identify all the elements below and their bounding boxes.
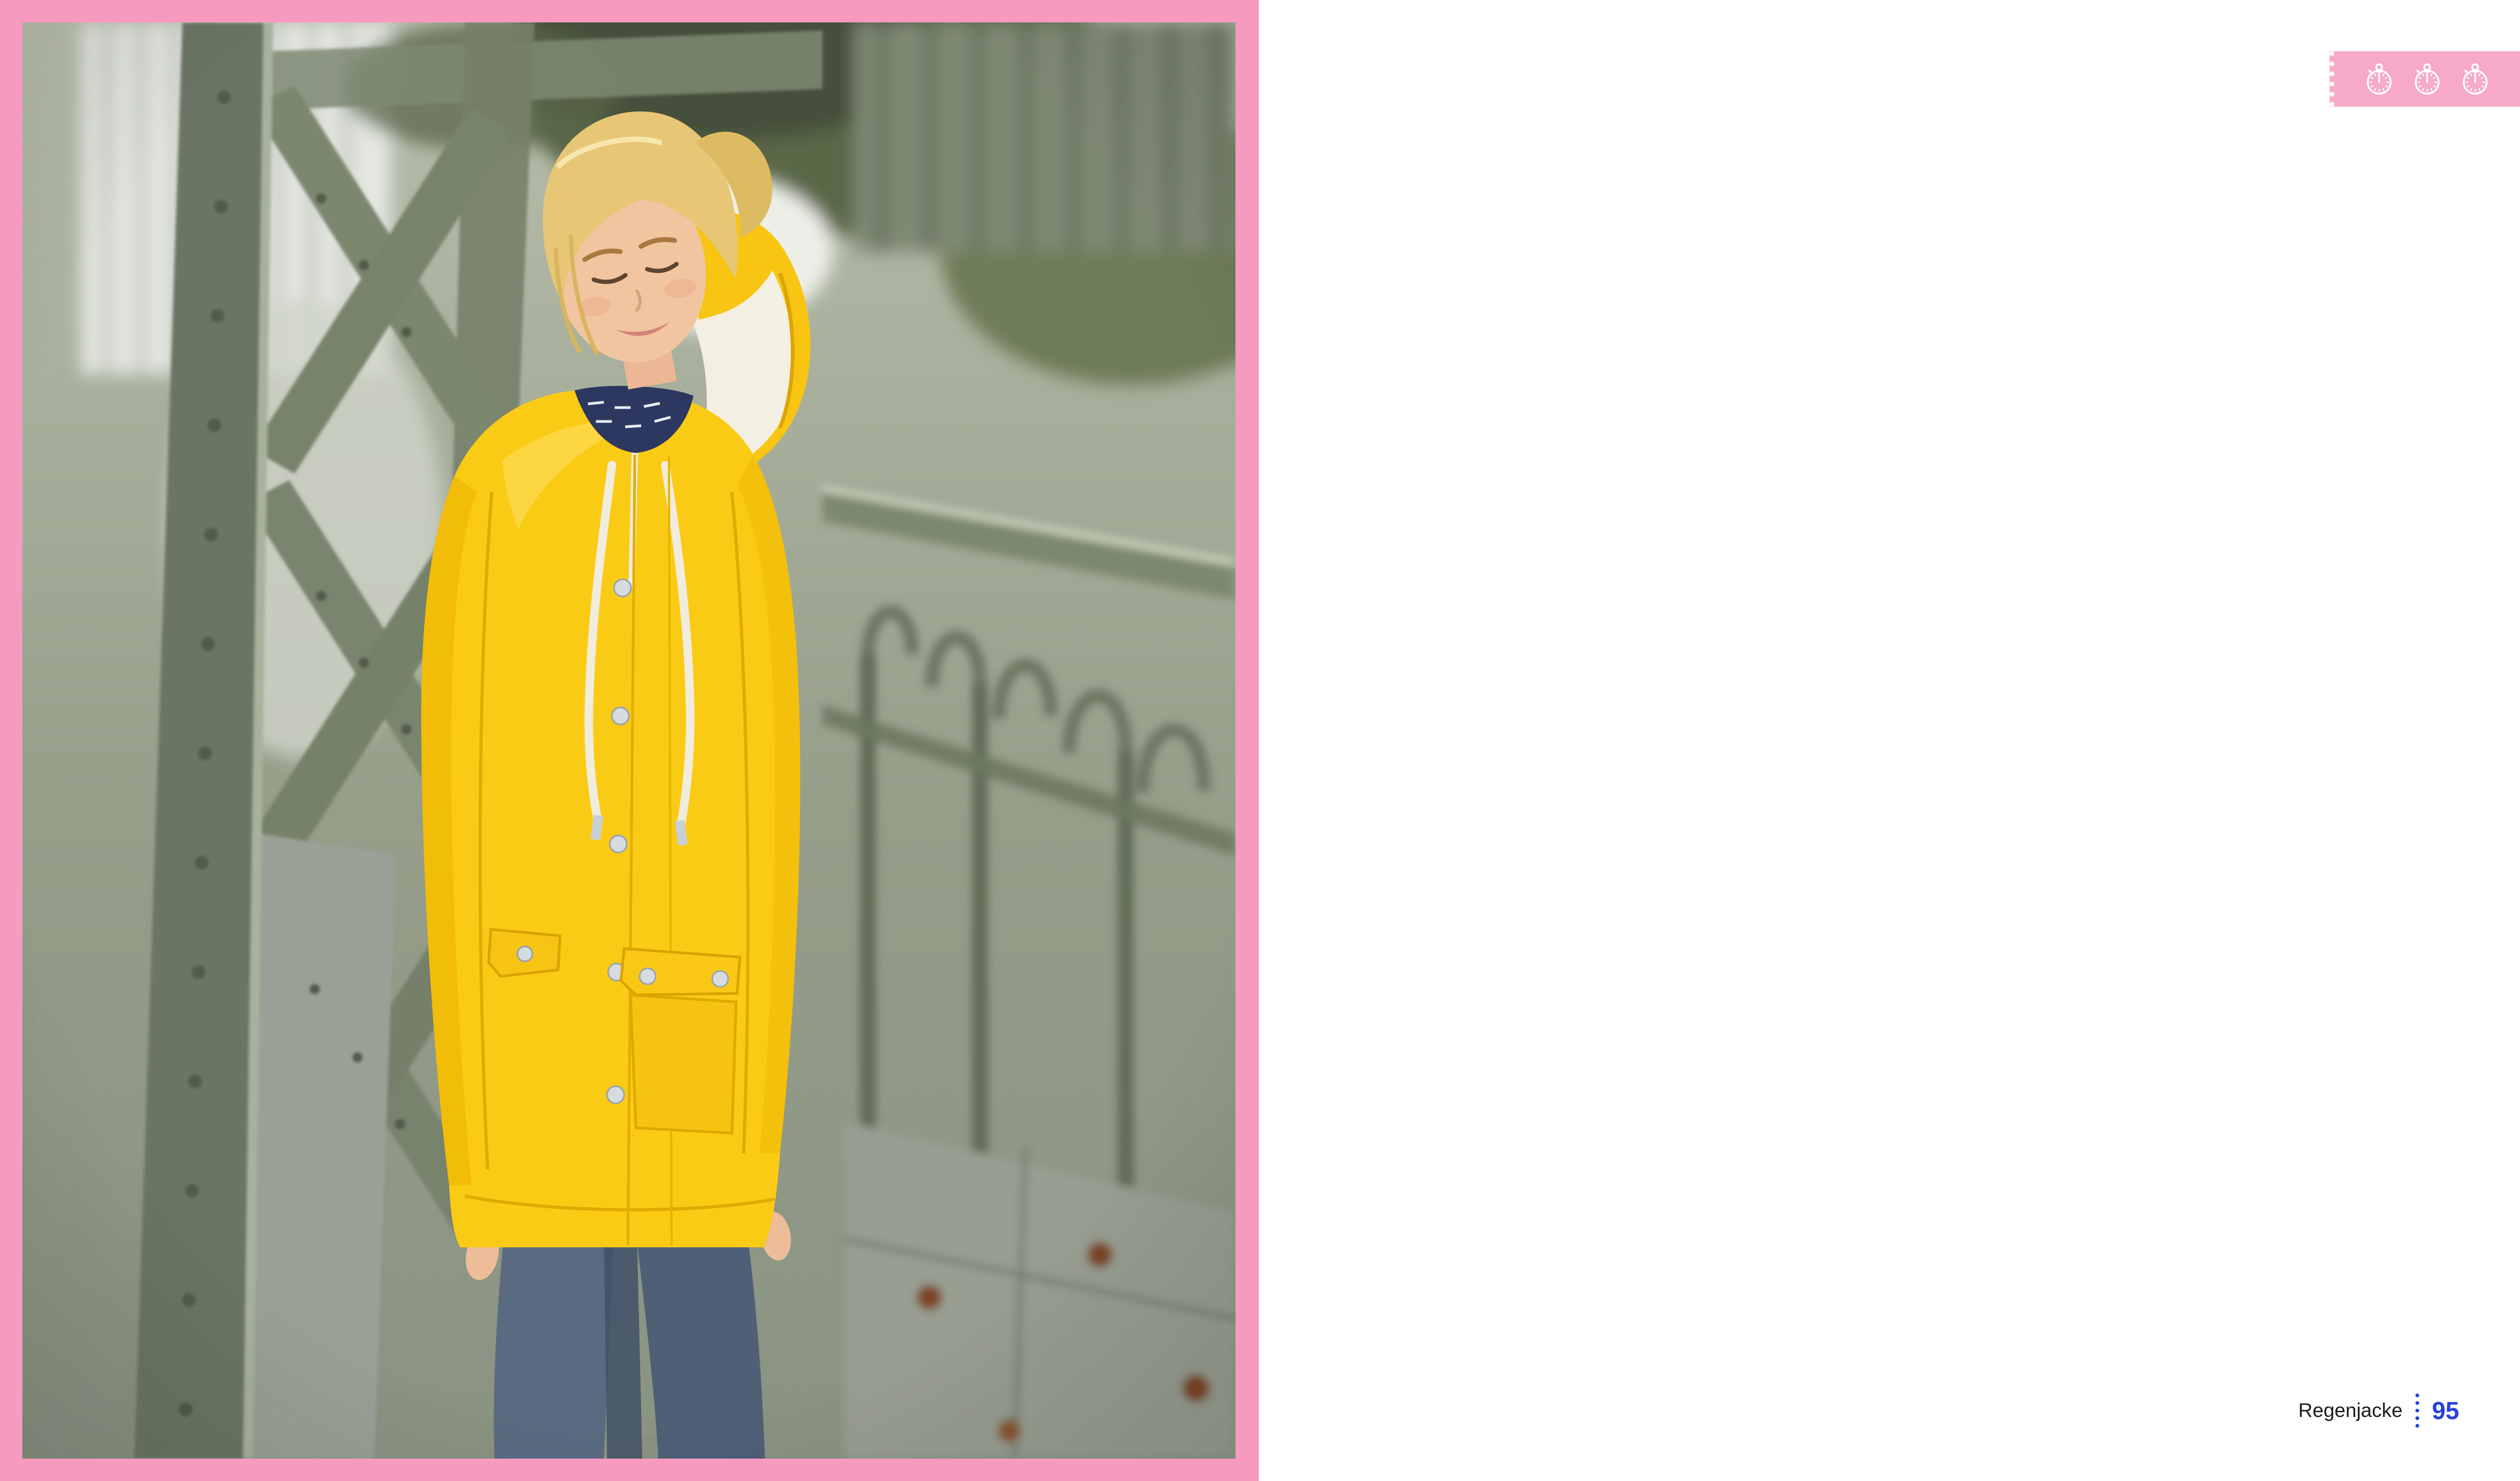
difficulty-banner — [2330, 51, 2520, 107]
stopwatch-icon — [2410, 62, 2444, 96]
page-number: 95 — [2431, 1397, 2459, 1424]
model-photo — [22, 22, 1235, 1459]
stopwatch-icon — [2458, 62, 2492, 96]
footer-chapter-label: Regenjacke — [2298, 1399, 2403, 1421]
model-photo-illustration — [22, 22, 1235, 1459]
stopwatch-icon — [2362, 62, 2396, 96]
right-page — [1259, 0, 2520, 1481]
left-page-pink-frame — [0, 0, 1259, 1481]
footer-dotted-divider — [2415, 1394, 2419, 1428]
page-footer — [2298, 1394, 2459, 1428]
